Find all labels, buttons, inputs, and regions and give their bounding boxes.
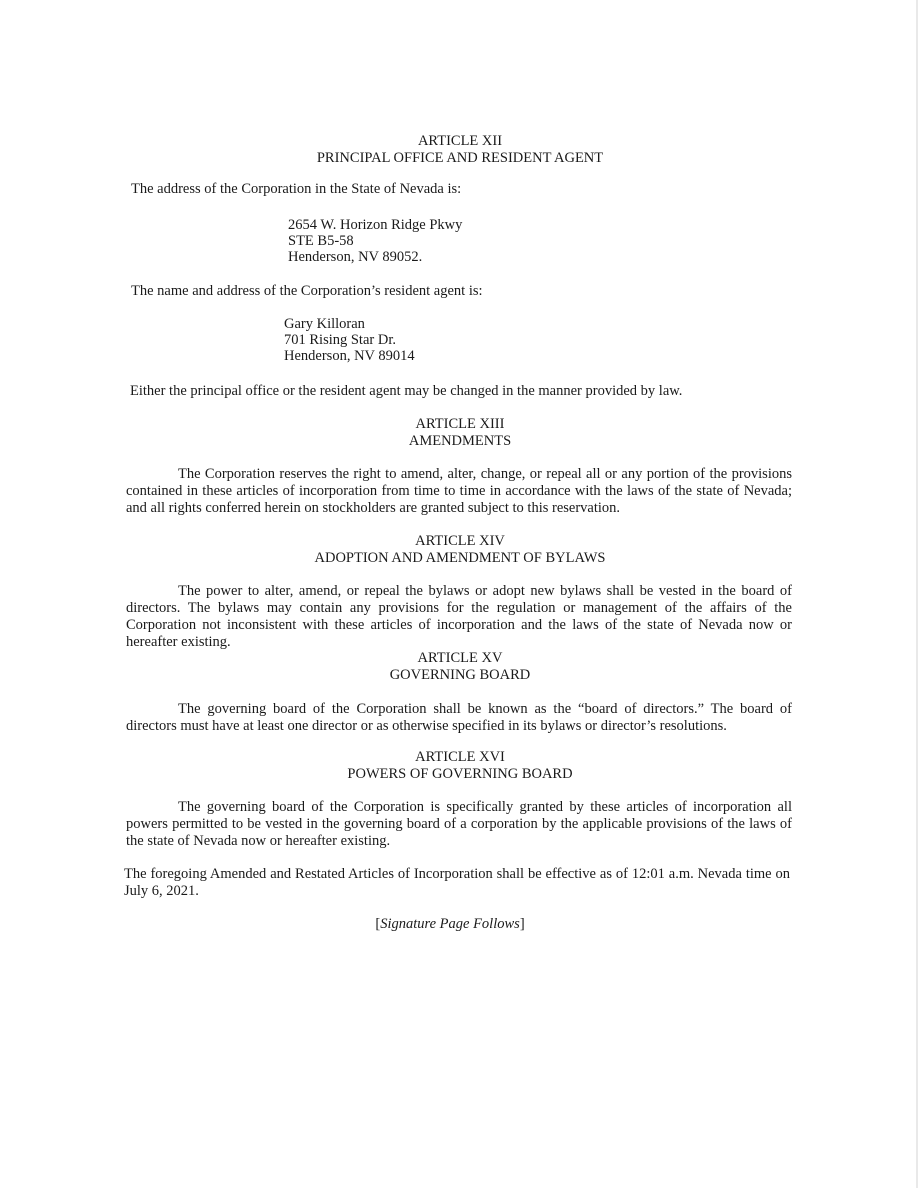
principal-address-line: 2654 W. Horizon Ridge Pkwy xyxy=(288,217,463,233)
article-xii-title: PRINCIPAL OFFICE AND RESIDENT AGENT xyxy=(316,150,604,166)
article-xv-body-text: The governing board of the Corporation shall be known as the “board of directors.” The board of directors must have at least one director or as otherwise specified in its bylaws or director’s resolutions. xyxy=(126,701,792,734)
article-xiv-body xyxy=(126,583,792,651)
resident-agent-line: 701 Rising Star Dr. xyxy=(284,332,396,348)
resident-agent-address-block xyxy=(284,316,415,364)
principal-address-line: STE B5-58 xyxy=(288,233,354,249)
article-xiii-title: AMENDMENTS xyxy=(408,433,512,449)
article-xvi-title: POWERS OF GOVERNING BOARD xyxy=(347,766,573,782)
article-xvi-body-text: The governing board of the Corporation is specifically granted by these articles of incorporation all powers permitted to be vested in the governing board of a corporation by the applicable provisions of the laws of the state of Nevada now or hereafter existing. xyxy=(126,799,792,849)
effective-statement: The foregoing Amended and Restated Articles of Incorporation shall be effective as of 12:01 a.m. Nevada time on July 6, 2021. xyxy=(124,866,790,899)
article-xiii-body-text: The Corporation reserves the right to amend, alter, change, or repeal all or any portion of the provisions contained in these articles of incorporation from time to time in accordance with the laws of the state of Nevada; and all rights conferred herein on stockholders are granted subject to this reservation. xyxy=(126,466,792,516)
article-xv-body xyxy=(126,701,792,735)
article-xiv-number: ARTICLE XIV xyxy=(415,533,505,549)
article-xvi-body xyxy=(126,799,792,850)
principal-address-line: Henderson, NV 89052. xyxy=(288,249,423,265)
resident-agent-line: Henderson, NV 89014 xyxy=(284,348,415,364)
article-xv-title: GOVERNING BOARD xyxy=(389,667,531,683)
article-xiv-body-text: The power to alter, amend, or repeal the bylaws or adopt new bylaws shall be vested in the board of directors. The bylaws may contain any provisions for the regulation or management of the affairs of the Corporation not inconsistent with these articles of incorporation and the laws of the state of Nevada now or hereafter existing. xyxy=(126,583,792,650)
article-xiii-body xyxy=(126,466,792,517)
principal-address-intro: The address of the Corporation in the State of Nevada is: xyxy=(131,181,462,197)
article-xiii-number: ARTICLE XIII xyxy=(415,416,505,432)
article-xii-number: ARTICLE XII xyxy=(417,133,503,149)
principal-address-block xyxy=(288,217,462,265)
article-xiv-title: ADOPTION AND AMENDMENT OF BYLAWS xyxy=(314,550,606,566)
article-xii-closing: Either the principal office or the resident agent may be changed in the manner provided by law. xyxy=(130,383,683,399)
article-xv-number: ARTICLE XV xyxy=(417,650,503,666)
signature-page-note: [Signature Page Follows] xyxy=(375,916,525,932)
resident-agent-intro: The name and address of the Corporation’s resident agent is: xyxy=(131,283,483,299)
resident-agent-line: Gary Killoran xyxy=(284,316,365,332)
signature-page-note-text: Signature Page Follows xyxy=(380,916,520,932)
article-xvi-number: ARTICLE XVI xyxy=(415,749,505,765)
